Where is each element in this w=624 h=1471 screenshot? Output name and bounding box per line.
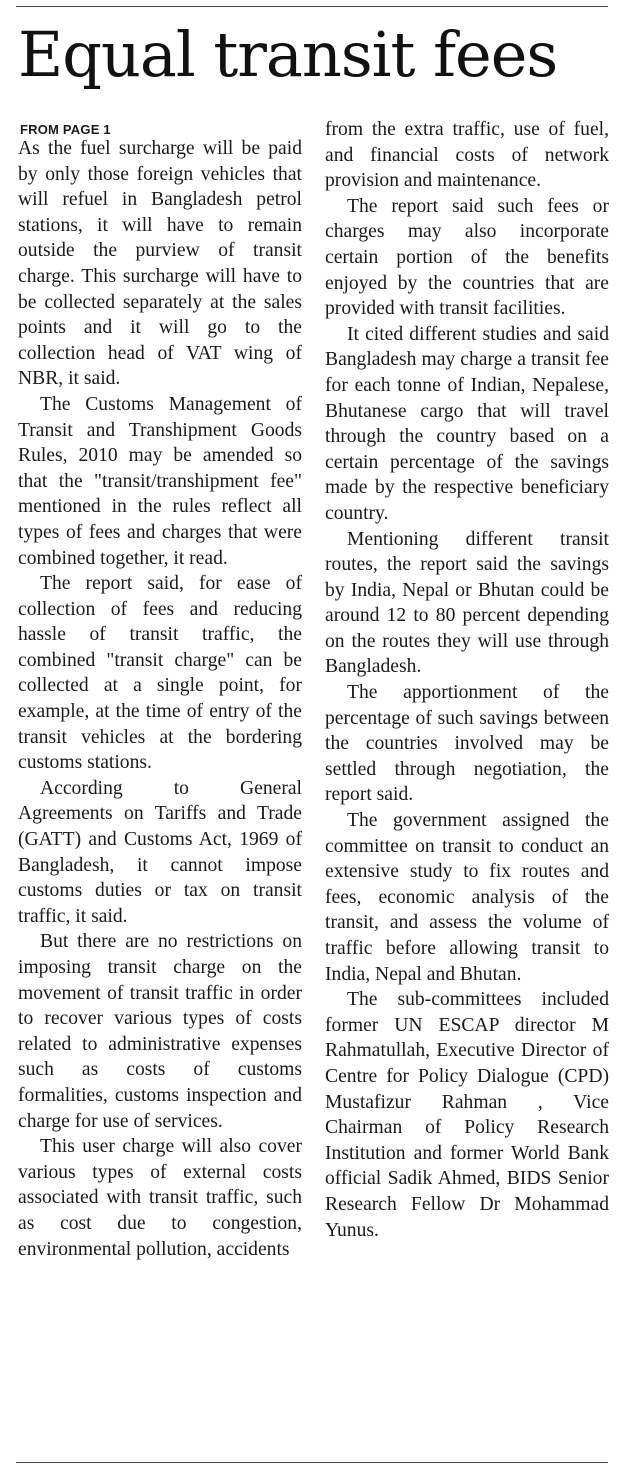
paragraph: This user charge will also cover various types of external costs associated with transit traffic, such as cost due to congestion, environmental pollution, accidents bbox=[18, 1136, 302, 1260]
paragraph: It cited different studies and said Bangladesh may charge a transit fee for each tonne of Indian, Nepalese, Bhutanese cargo that will travel through the country based on a certain percentage of the savings made by the respective beneficiary country. bbox=[325, 323, 609, 524]
paragraph: But there are no restrictions on imposing transit charge on the movement of transit traffic in order to recover various types of costs related to administrative expenses such as costs of customs formalities, customs inspection and charge for use of services. bbox=[18, 931, 302, 1132]
paragraph: The apportionment of the percentage of such savings between the countries involved may be settled through negotiation, the report said. bbox=[325, 682, 609, 806]
paragraph: The Customs Management of Transit and Transhipment Goods Rules, 2010 may be amended so that the "transit/transhipment fee" mentioned in the rules reflect all types of fees and charges that were combined together, it read. bbox=[18, 393, 302, 569]
paragraph: According to General Agreements on Tariffs and Trade (GATT) and Customs Act, 1969 of Bangladesh, it cannot impose customs duties or tax on transit traffic, it said. bbox=[18, 777, 302, 927]
paragraph: from the extra traffic, use of fuel, and financial costs of network provision and maintenance. bbox=[325, 119, 609, 192]
paragraph: The government assigned the committee on transit to conduct an extensive study to fix routes and fees, economic analysis of the transit, and assess the volume of traffic before allowing transit to India, Nepal and Bhutan. bbox=[325, 810, 609, 985]
paragraph: The sub-committees included former UN ESCAP director M Rahmatullah, Executive Director of Centre for Policy Dialogue (CPD) Mustafizur Rahman , Vice Chairman of Policy Research Institution and former World Bank official Sadik Ahmed, BIDS Senior Research Fellow Dr Mohammad Yunus. bbox=[325, 989, 609, 1241]
paragraph: As the fuel surcharge will be paid by only those foreign vehicles that will refuel in Bangladesh petrol stations, it will have to remain outside the purview of transit charge. This surcharge will have to be collected separately at the sales points and it will go to the collection head of VAT wing of NBR, it said. bbox=[18, 138, 302, 390]
bottom-rule bbox=[16, 1462, 608, 1463]
continuation-kicker: FROM PAGE 1 bbox=[20, 122, 111, 137]
paragraph: The report said such fees or charges may also incorporate certain portion of the benefits enjoyed by the countries that are provided with transit facilities. bbox=[325, 195, 609, 320]
paragraph: The report said, for ease of collection of fees and reducing hassle of transit traffic, the combined "transit charge" can be collected at a single point, for example, at the time of entry of the transit vehicles at the bordering customs stations. bbox=[18, 573, 302, 774]
left-column bbox=[18, 118, 302, 1262]
top-rule bbox=[16, 6, 608, 7]
right-column bbox=[325, 117, 609, 1243]
headline: Equal transit fees bbox=[18, 18, 558, 91]
paragraph: Mentioning different transit routes, the report said the savings by India, Nepal or Bhutan could be around 12 to 80 percent depending on the routes they will use through Bangladesh. bbox=[325, 528, 609, 678]
